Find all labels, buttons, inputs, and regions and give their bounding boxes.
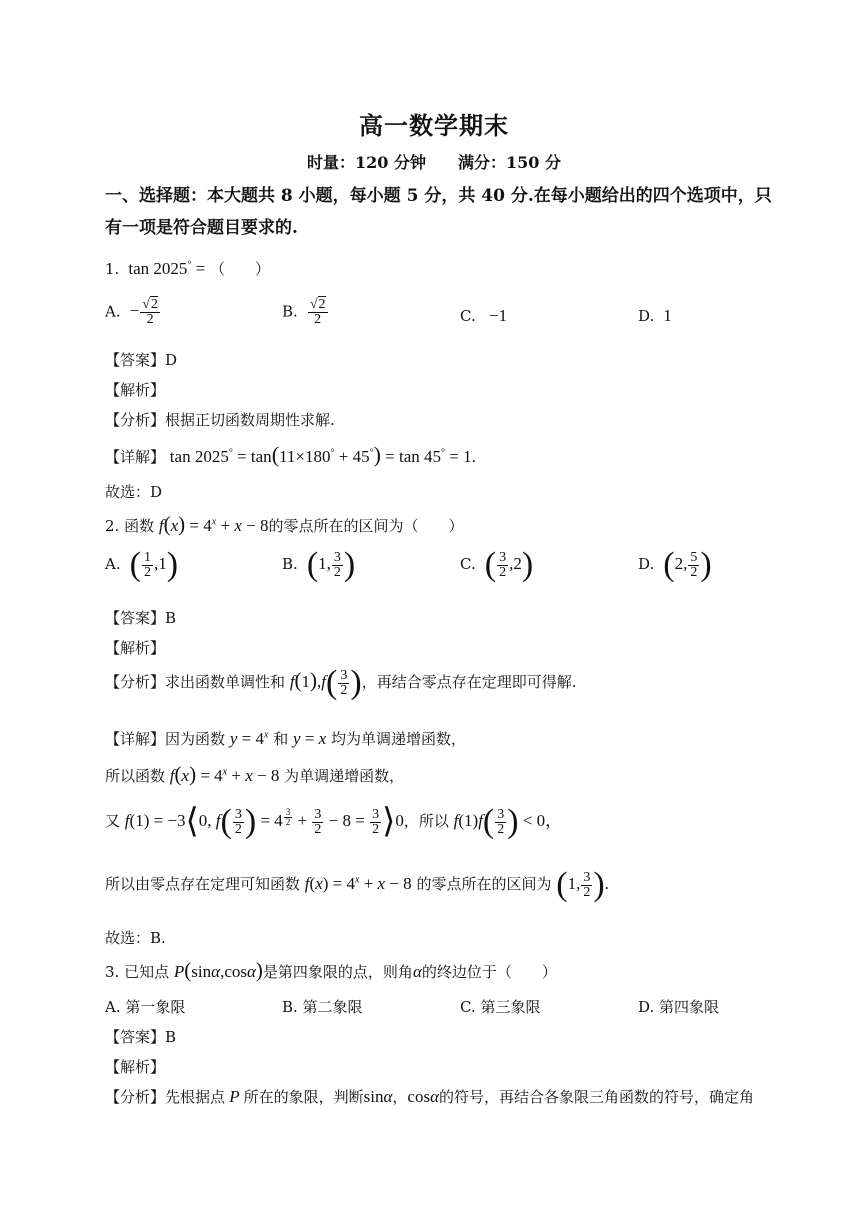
q3-option-b: B. 第二象限 bbox=[282, 998, 363, 1016]
q2-answer: 【答案】B bbox=[105, 609, 177, 627]
q2-option-b: B. (1, $\frac{3}{2}$ ) bbox=[282, 546, 356, 583]
page-title: 高一数学期末 bbox=[359, 111, 509, 140]
q3-fenxi: 【分析】先根据点 P 所在的象限，判断sinα，cosα的符号，再结合各象限三角函数的符号，确定角 bbox=[105, 1087, 755, 1106]
q1-option-a: A. − $\frac{√2}{2}$ bbox=[105, 297, 158, 327]
q1-option-d: D. 1 bbox=[638, 306, 672, 325]
q2-choice: 故选：B. bbox=[105, 929, 166, 947]
q2-fenxi: 【分析】求出函数单调性和 f(1),f( $\frac{3}{2}$ )，再结合零点存在定理即可得解. bbox=[105, 664, 577, 701]
q1-option-c: C. −1 bbox=[460, 306, 508, 325]
q1-option-b: B. $\frac{√2}{2}$ bbox=[282, 297, 326, 327]
q1-detail: 【详解】 tan 2025° = tan(11×180° + 45°) = tan 45° = 1. bbox=[105, 442, 476, 467]
q2-option-c: C. ( $\frac{3}{2}$ ,2) bbox=[460, 546, 534, 583]
q2-detail-1: 【详解】因为函数 $y = 4^x$ 和 y = x 均为单调递增函数， bbox=[105, 729, 466, 748]
q1-fenxi: 【分析】根据正切函数周期性求解. bbox=[105, 411, 335, 429]
q2-detail-4: 所以由零点存在定理可知函数 $f(x) = 4^x + x - 8$ 的零点所在的区间为 (1, $\frac{3}{2}$ ). bbox=[105, 866, 609, 903]
question-1: 1. tan 2025° = （ ） bbox=[105, 259, 271, 278]
q2-option-a: A. ( $\frac{1}{2}$ ,1) bbox=[105, 546, 179, 583]
section-heading: 一、选择题：本大题共 8 小题，每小题 5 分，共 40 分.在每小题给出的四个选项中，只有一项是符合题目要求的. bbox=[105, 186, 772, 238]
q3-analysis-label: 【解析】 bbox=[105, 1058, 166, 1076]
q1-answer: 【答案】D bbox=[105, 351, 178, 369]
question-2: 2. 函数 $f(x) = 4^x + x - 8$的零点所在的区间为（ ） bbox=[105, 512, 464, 536]
question-number: 1. bbox=[105, 260, 120, 278]
q2-detail-3: 又 f(1) = −3⟨0, f( $\frac{3}{2}$ ) = 4 $^{\frac{3}{2}}$ + $\frac{3}{2}$ − 8 = $\frac{3}{2}$ ⟩0，所以 f(1)f( $\frac{3}{2}$ ) < 0， bbox=[105, 802, 563, 840]
q3-option-d: D. 第四象限 bbox=[638, 998, 720, 1016]
exam-info: 时量：120 分钟 满分：150 分 bbox=[307, 153, 561, 172]
q1-analysis-label: 【解析】 bbox=[105, 381, 166, 399]
question-3: 3. 已知点 P(sinα,cosα)是第四象限的点，则角α的终边位于（ ） bbox=[105, 958, 557, 982]
q2-analysis-label: 【解析】 bbox=[105, 639, 166, 657]
q3-option-c: C. 第三象限 bbox=[460, 998, 541, 1016]
q2-detail-2: 所以函数 $f(x) = 4^x + x - 8$ 为单调递增函数， bbox=[105, 762, 405, 786]
q3-answer: 【答案】B bbox=[105, 1028, 177, 1046]
q1-expression: tan 2025° = bbox=[124, 259, 206, 278]
q1-choice: 故选：D bbox=[105, 483, 163, 501]
q3-option-a: A. 第一象限 bbox=[105, 998, 186, 1016]
q2-option-d: D. (2, $\frac{5}{2}$ ) bbox=[638, 546, 712, 583]
